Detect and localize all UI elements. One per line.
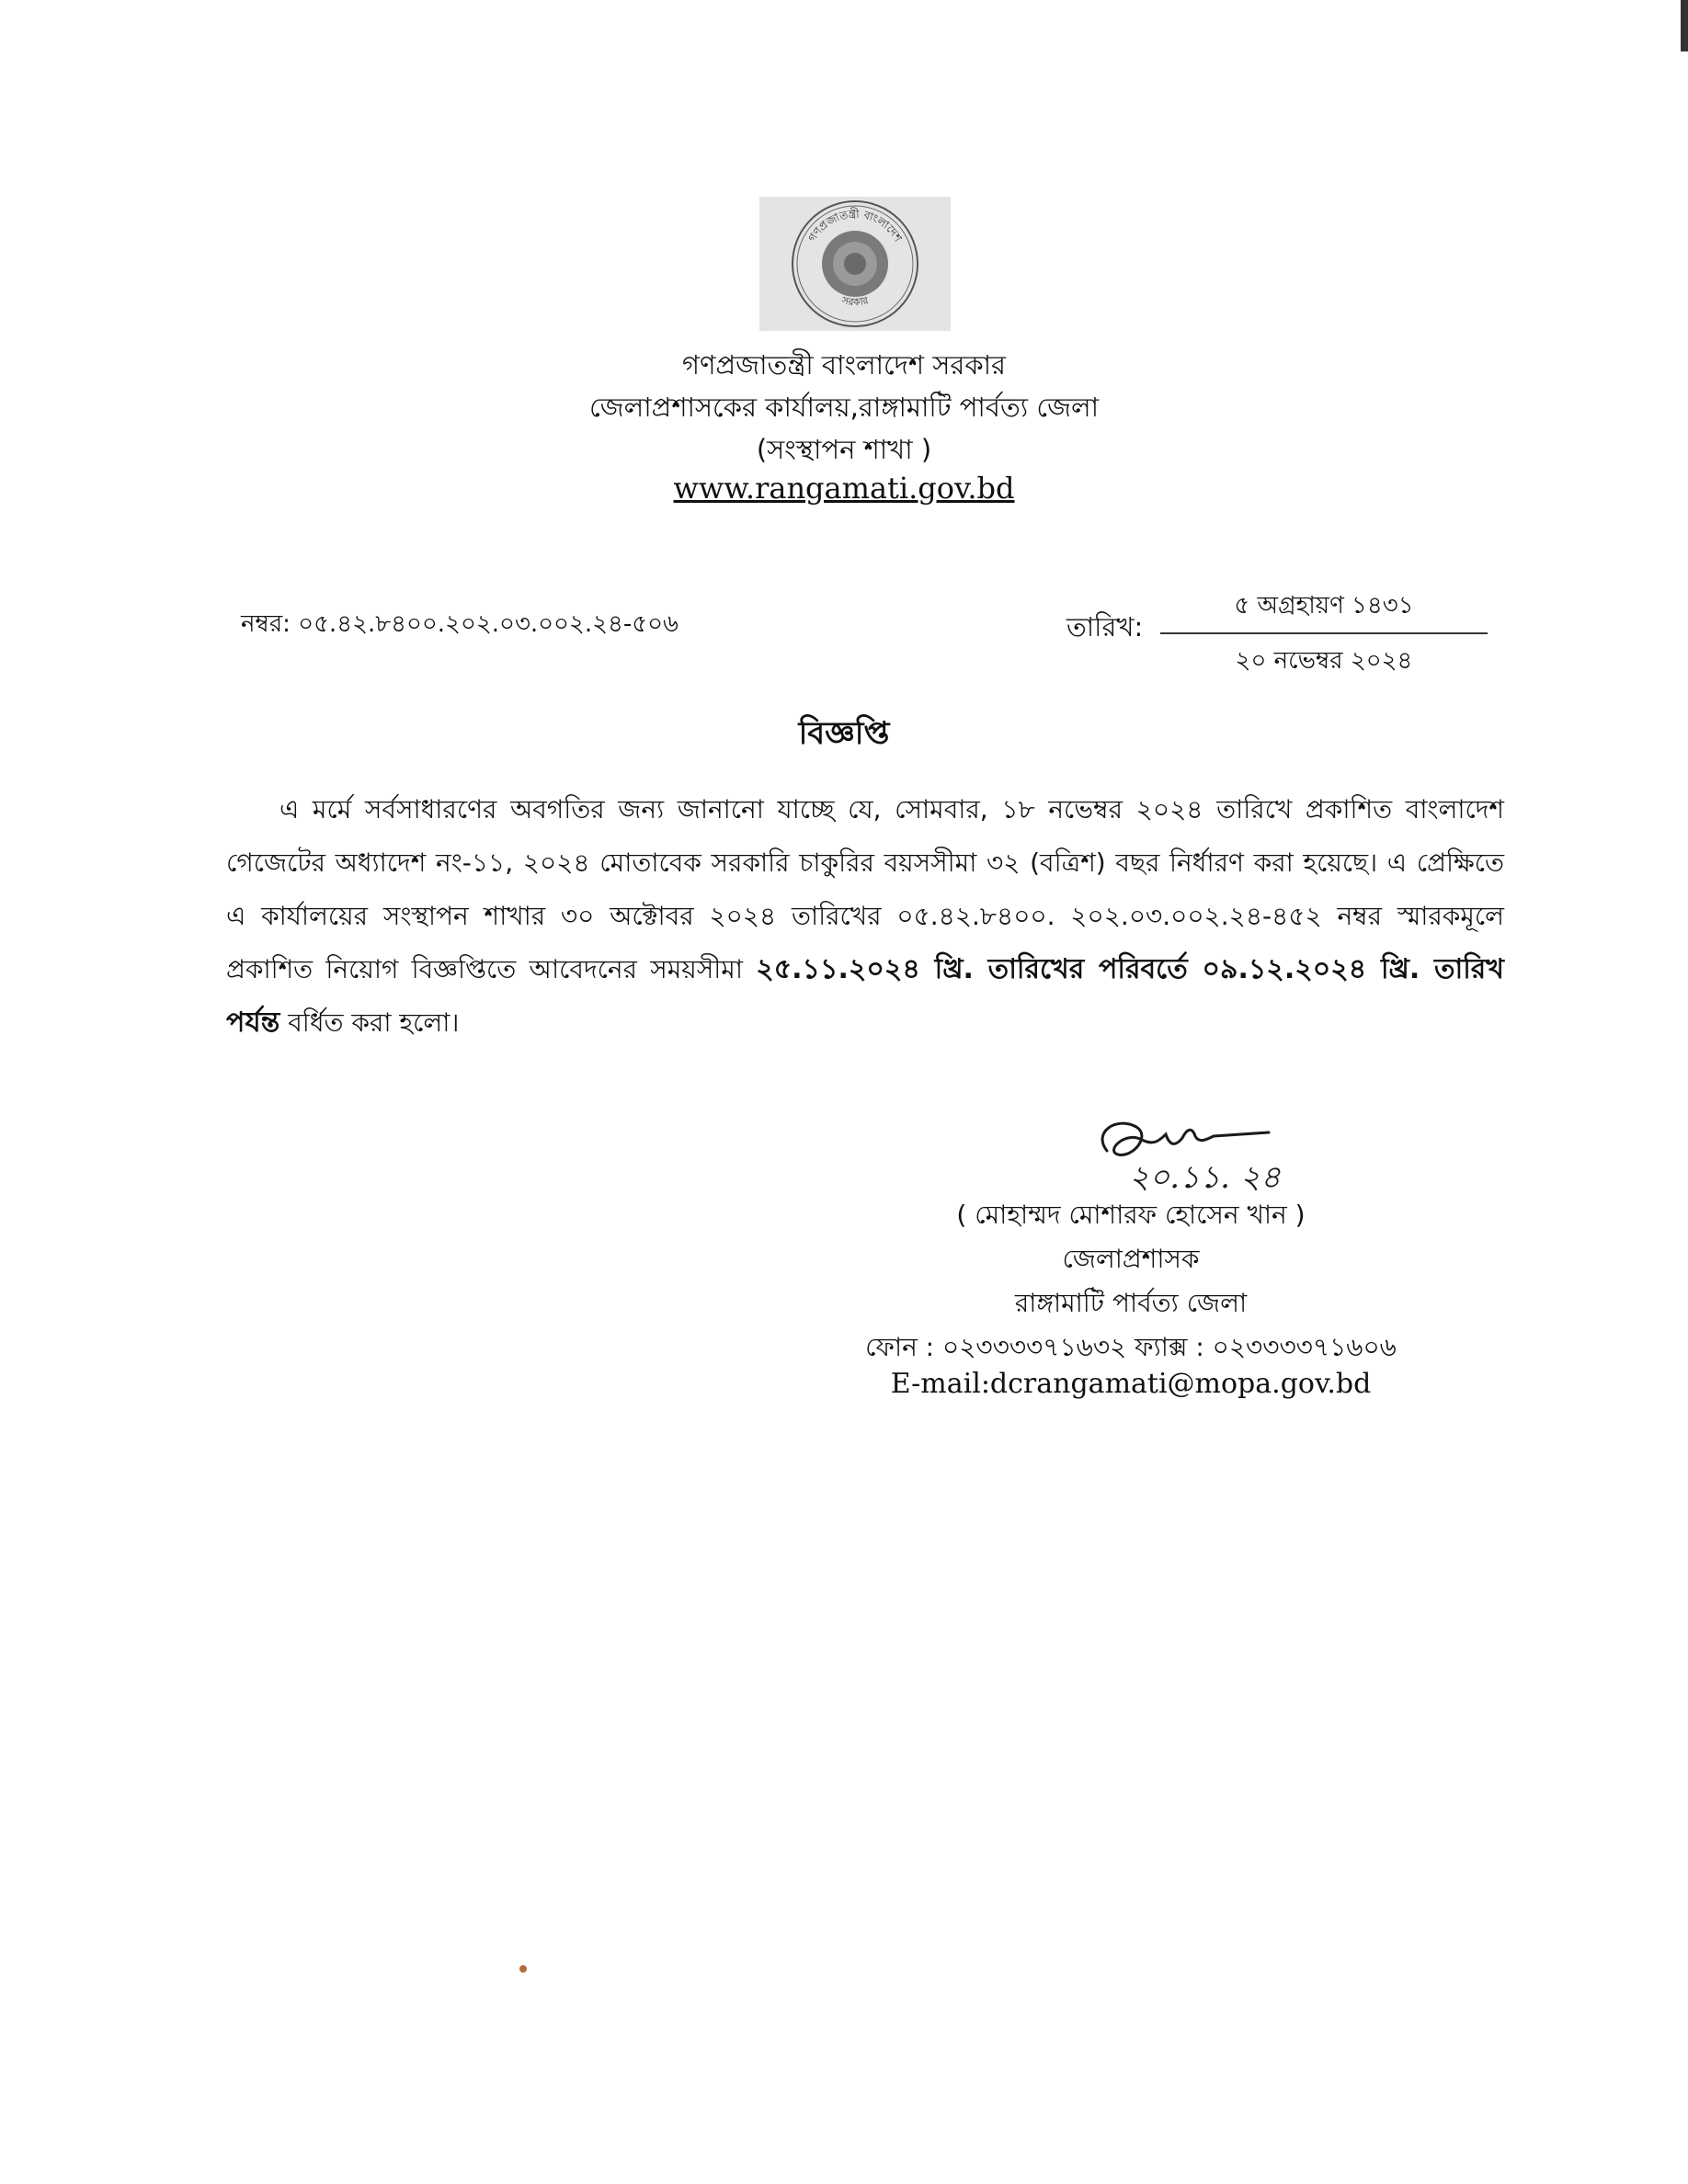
scan-edge-mark <box>1681 0 1688 51</box>
header-office: জেলাপ্রশাসকের কার্যালয়,রাঙ্গামাটি পার্বত্য জেলা <box>588 392 1100 423</box>
header-government: গণপ্রজাতন্ত্রী বাংলাদেশ সরকার <box>681 349 1007 381</box>
signer-phone-fax: ফোন : ০২৩৩৩৩৭১৬৩২ ফ্যাক্স : ০২৩৩৩৩৭১৬০৬ <box>865 1332 1397 1362</box>
date-english: ২০ নভেম্বর ২০২৪ <box>1235 647 1413 675</box>
scan-speck <box>519 1965 527 1973</box>
seal-icon <box>788 197 922 331</box>
svg-text:গণপ্রজাতন্ত্রী বাংলাদেশ: গণপ্রজাতন্ত্রী বাংলাদেশ <box>805 207 905 245</box>
signer-email-line <box>809 1368 1453 1400</box>
svg-text:সরকার: সরকার <box>840 294 870 309</box>
body-text-part1: এ মর্মে সর্বসাধারণের অবগতির জন্য জানানো যাচ্ছে যে, সোমবার, ১৮ নভেম্বর ২০২৪ তারিখে প্রকাশিত বাংলাদেশ গেজেটের অধ্যাদেশ নং-১১, ২০২৪ মোতাবেক সরকারি চাকুরির বয়সসীমা ৩২ (বত্রিশ) বছর নির্ধারণ করা হয়েছে। এ প্রেক্ষিতে এ কার্যালয়ের সংস্থাপন শাখার ৩০ অক্টোবর ২০২৪ তারিখের ০৫.৪২.৮৪০০. ২০২.০৩.০০২.২৪-৪৫২ নম্বর স্মারকমূলে প্রকাশিত নিয়োগ বিজ্ঞপ্তিতে আবেদনের সময়সীমা <box>226 794 1505 984</box>
body-text-part2: বর্ধিত করা হলো। <box>279 1007 460 1038</box>
date-block <box>1160 586 1488 682</box>
memo-number: নম্বর: ০৫.৪২.৮৪০০.২০২.০৩.০০২.২৪-৫০৬ <box>241 610 679 638</box>
handwritten-date: ২০.১১. ২৪ <box>1129 1159 1281 1196</box>
date-bangla: ৫ অগ্রহায়ণ ১৪৩১ <box>1234 592 1414 620</box>
date-label: তারিখ: <box>1066 611 1144 643</box>
header-website-line <box>0 471 1688 506</box>
notice-body <box>226 783 1504 1050</box>
signer-email[interactable]: E-mail:dcrangamati@mopa.gov.bd <box>890 1368 1372 1400</box>
notice-title: বিজ্ঞপ্তি <box>798 715 890 752</box>
header-branch: (সংস্থাপন শাখা ) <box>756 434 932 465</box>
body-bold-deadline: ২৫.১১.২০২৪ খ্রি. তারিখের পরিবর্তে ০৯.১২.২০২৪ খ্রি. তারিখ পর্যন্ত <box>226 953 1505 1039</box>
signer-designation: জেলাপ্রশাসক <box>1062 1244 1200 1274</box>
government-seal <box>759 197 951 331</box>
signer-district: রাঙ্গামাটি পার্বত্য জেলা <box>1014 1288 1248 1318</box>
signer-name: ( মোহাম্মদ মোশারফ হোসেন খান ) <box>956 1200 1306 1230</box>
handwritten-signature <box>1085 1103 1361 1204</box>
date-divider <box>1160 632 1488 634</box>
website-link[interactable]: www.rangamati.gov.bd <box>673 471 1015 506</box>
